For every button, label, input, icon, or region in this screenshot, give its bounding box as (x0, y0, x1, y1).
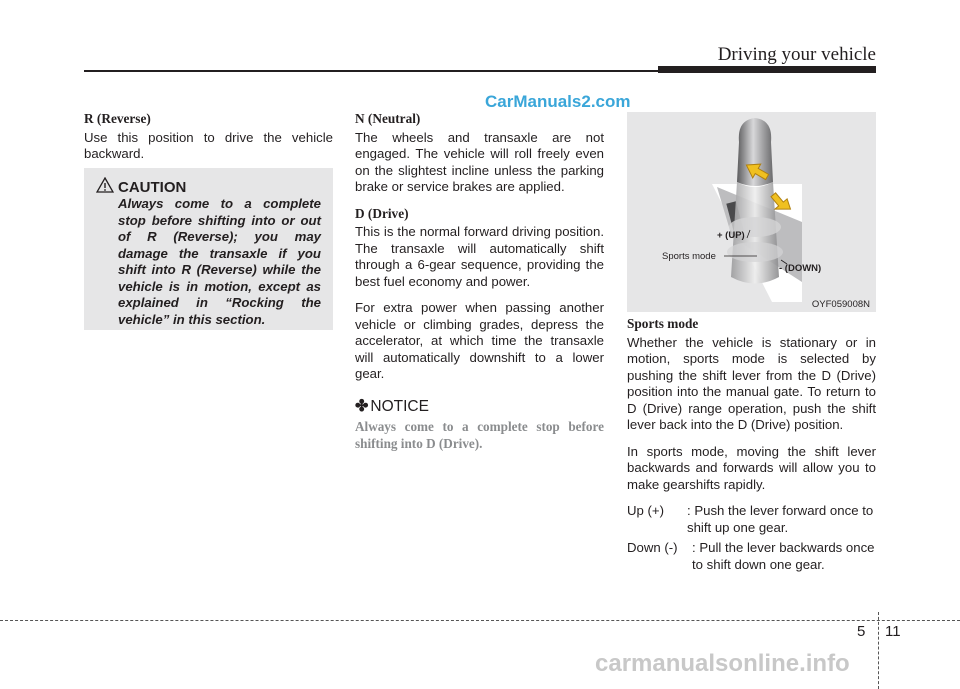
down-term: Down (-) (627, 540, 678, 555)
notice-cross-icon: ✤ (355, 397, 369, 415)
sports-heading: Sports mode (627, 316, 699, 331)
shift-lever-figure (627, 112, 876, 312)
header-rule-thick (658, 66, 876, 73)
running-header: Driving your vehicle (717, 44, 876, 65)
up-desc: : Push the lever forward once to shift up one gear. (687, 503, 874, 535)
footer-divider (878, 612, 879, 689)
warning-triangle-icon (96, 177, 114, 198)
watermark-bottom: carmanualsonline.info (595, 650, 850, 677)
header-rule (84, 70, 658, 72)
label-sports-mode: Sports mode (662, 251, 716, 262)
sports-text-2: In sports mode, moving the shift lever backwards and forwards will allow you to make gearshifts rapidly. (627, 443, 876, 492)
caution-text: Always come to a complete stop before shifting into or out of R (Reverse); you may damage the transaxle if you shift into R (Reverse) while the vehicle is in motion, except as explained in “Rocking the vehicle” in this section. (118, 196, 321, 327)
footer-rule (0, 620, 960, 621)
notice-title: NOTICE (370, 397, 429, 415)
drive-text-2: For extra power when passing another vehicle or climbing grades, depress the accelerator, at which time the transaxle will automatically downshift to a lower gear. (355, 300, 604, 381)
drive-heading: D (Drive) (355, 205, 409, 221)
column-2 (355, 111, 604, 452)
reverse-heading: R (Reverse) (84, 111, 151, 126)
shift-lever-illustration (627, 112, 876, 312)
notice-header (355, 399, 604, 416)
caution-box (84, 168, 333, 330)
down-definition (627, 540, 876, 573)
label-up: + (UP) (717, 230, 745, 241)
page-number: 11 (885, 623, 901, 640)
neutral-heading: N (Neutral) (355, 111, 421, 126)
reverse-text: Use this position to drive the vehicle backward. (84, 129, 333, 161)
column-3 (627, 316, 876, 573)
chapter-number: 5 (857, 623, 866, 640)
caution-header (96, 177, 186, 198)
column-1 (84, 111, 333, 173)
notice-text: Always come to a complete stop before shifting into D (Drive). (355, 419, 604, 451)
figure-code: OYF059008N (811, 299, 870, 310)
drive-text-1: This is the normal forward driving position. The transaxle will automatically shift through a 6-gear sequence, providing the best fuel economy and power. (355, 224, 604, 289)
up-definition (627, 503, 876, 536)
caution-title: CAUTION (118, 179, 187, 196)
up-term: Up (+) (627, 503, 665, 518)
label-down: - (DOWN) (779, 263, 822, 274)
sports-text-1: Whether the vehicle is stationary or in motion, sports mode is selected by pushing the shift lever from the D (Drive) position into the manual gate. To return to D (Drive) range operation, push the shift lever back into the D (Drive) position. (627, 334, 876, 432)
neutral-text: The wheels and transaxle are not engaged. The vehicle will roll freely even on the slightest incline unless the parking brake or service brakes are applied. (355, 129, 604, 194)
down-desc: : Pull the lever backwards once to shift down one gear. (692, 540, 875, 572)
watermark-top: CarManuals2.com (485, 92, 631, 111)
